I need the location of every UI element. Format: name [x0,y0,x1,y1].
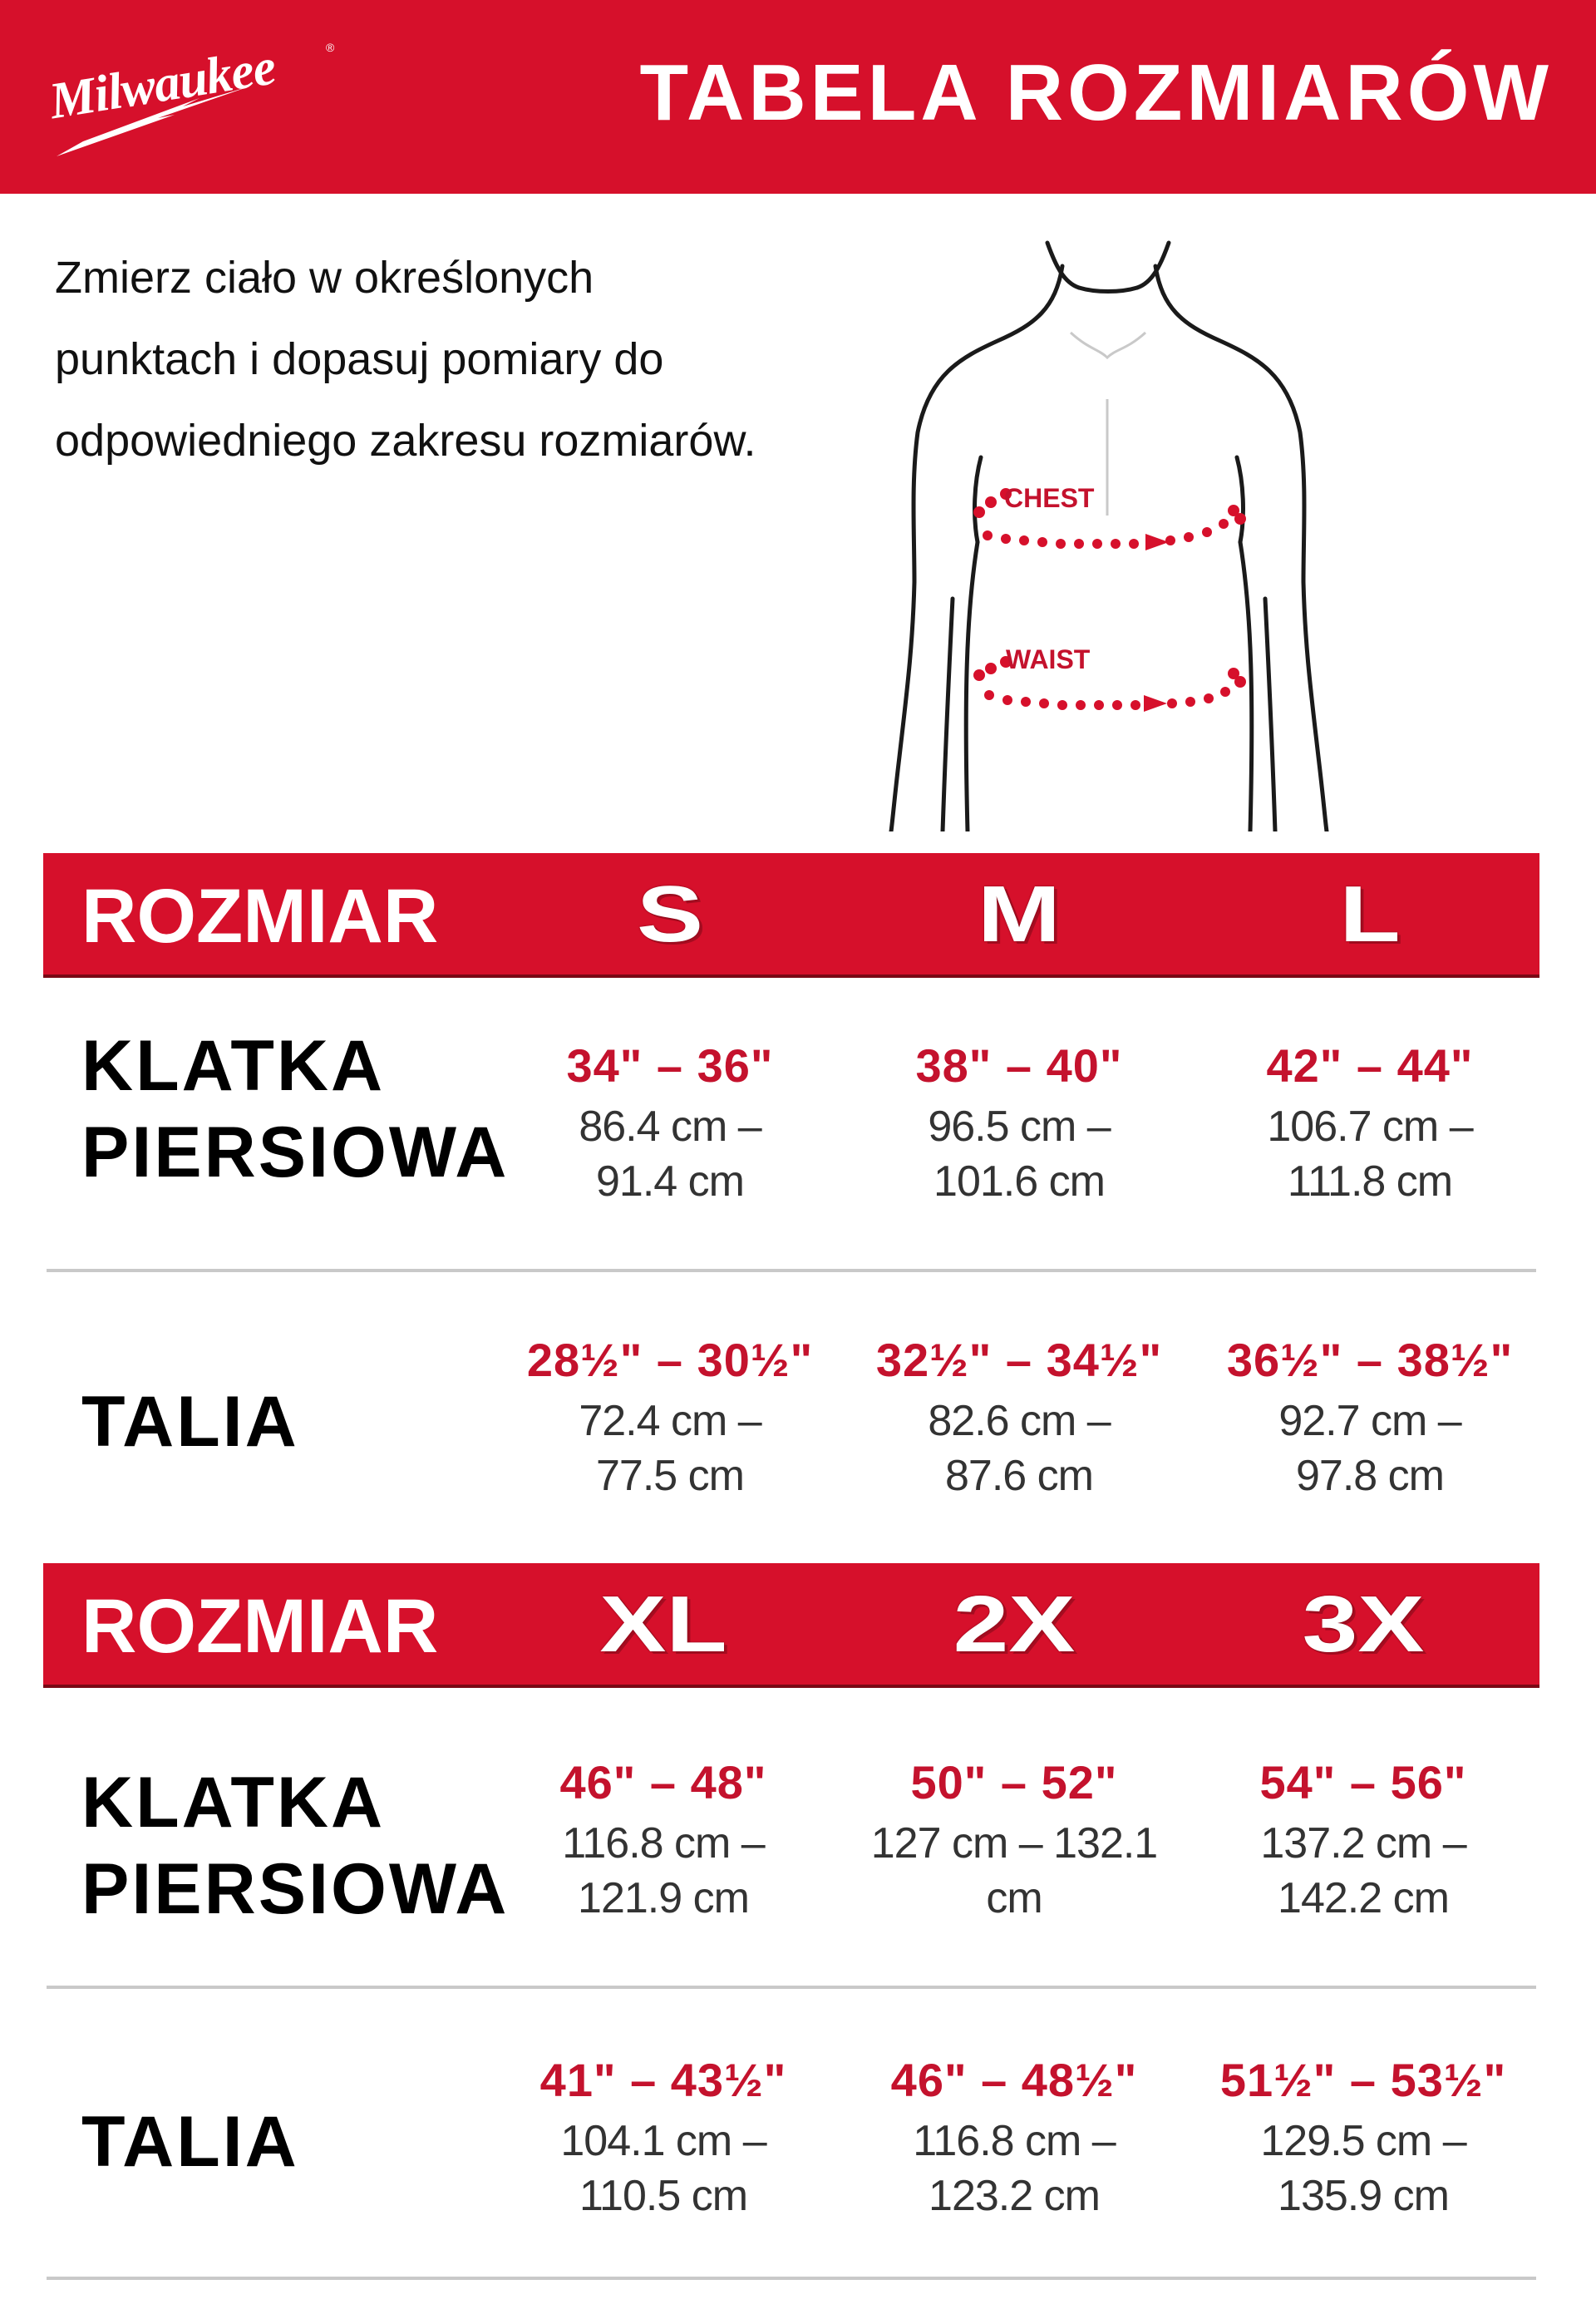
page-title: TABELA ROZMIARÓW [639,48,1553,137]
cm-range: 104.1 cm – 110.5 cm [560,2117,766,2220]
waist-cell-m [836,1334,1202,1503]
row-label-line: KLATKA [81,1763,386,1843]
inch-range: 46" – 48" [559,1756,767,1808]
svg-text:®: ® [326,41,335,54]
size-label: ROZMIAR [81,874,439,959]
inch-range: 36½" – 38½" [1226,1334,1514,1386]
chest-cell-2x [831,1756,1197,1926]
cm-range: 82.6 cm – 87.6 cm [928,1397,1111,1500]
row-label-line: PIERSIOWA [81,1113,510,1192]
inch-range: 28½" – 30½" [526,1334,814,1386]
instructions-text [55,237,886,481]
size-2x: 2X [953,1580,1076,1669]
waist-cell-3x [1180,2054,1546,2223]
row-divider [47,1269,1536,1272]
cm-range: 92.7 cm – 97.8 cm [1278,1397,1461,1500]
chest-cell-s [487,1039,853,1209]
chest-cell-l [1187,1039,1553,1209]
instructions-line: punktach i dopasuj pomiary do [55,334,664,384]
cm-range: 129.5 cm – 135.9 cm [1260,2117,1466,2220]
chest-cell-3x [1180,1756,1546,1926]
row-label-line: TALIA [81,1382,299,1462]
chest-cell-xl [480,1756,846,1926]
body-measurement-illustration [881,233,1347,831]
inch-range: 46" – 48½" [890,2054,1138,2106]
cm-range: 86.4 cm – 91.4 cm [579,1103,761,1206]
waist-cell-s [487,1334,853,1503]
waist-cell-xl [480,2054,846,2223]
inch-range: 51½" – 53½" [1219,2054,1507,2106]
svg-text:Milwaukee: Milwaukee [45,38,279,131]
inch-range: 38" – 40" [915,1039,1123,1092]
inch-range: 54" – 56" [1259,1756,1467,1808]
size-header-bar [43,1563,1539,1688]
cm-range: 96.5 cm – 101.6 cm [928,1103,1111,1206]
inch-range: 41" – 43½" [539,2054,787,2106]
waist-label: WAIST [1006,644,1091,674]
chest-label: CHEST [1004,483,1095,513]
chest-cell-m [836,1039,1202,1209]
milwaukee-logo [33,32,349,165]
chest-row-label [81,1759,509,1932]
row-label-line: PIERSIOWA [81,1849,510,1929]
row-divider [47,2277,1536,2280]
cm-range: 72.4 cm – 77.5 cm [579,1397,761,1500]
waist-cell-2x [831,2054,1197,2223]
size-m: M [978,870,1061,959]
chest-row-label [81,1023,509,1196]
header-banner [0,0,1596,194]
row-label-line: TALIA [81,2102,299,2182]
cm-range: 106.7 cm – 111.8 cm [1267,1103,1473,1206]
size-header-bar [43,853,1539,978]
inch-range: 34" – 36" [566,1039,774,1092]
inch-range: 50" – 52" [910,1756,1118,1808]
cm-range: 116.8 cm – 121.9 cm [562,1819,765,1922]
waist-row-label [81,1379,299,1465]
row-label-line: KLATKA [81,1026,386,1106]
instructions-line: Zmierz ciało w określonych [55,253,594,303]
waist-cell-l [1187,1334,1553,1503]
cm-range: 127 cm – 132.1 cm [870,1819,1158,1922]
inch-range: 42" – 44" [1266,1039,1474,1092]
instructions-line: odpowiedniego zakresu rozmiarów. [55,416,756,466]
row-divider [47,1986,1536,1989]
size-3x: 3X [1302,1580,1425,1669]
inch-range: 32½" – 34½" [875,1334,1163,1386]
cm-range: 137.2 cm – 142.2 cm [1260,1819,1466,1922]
size-xl: XL [599,1580,727,1669]
size-l: L [1339,870,1401,959]
size-s: S [636,870,704,959]
size-label: ROZMIAR [81,1584,439,1669]
cm-range: 116.8 cm – 123.2 cm [913,2117,1116,2220]
waist-row-label [81,2099,299,2185]
